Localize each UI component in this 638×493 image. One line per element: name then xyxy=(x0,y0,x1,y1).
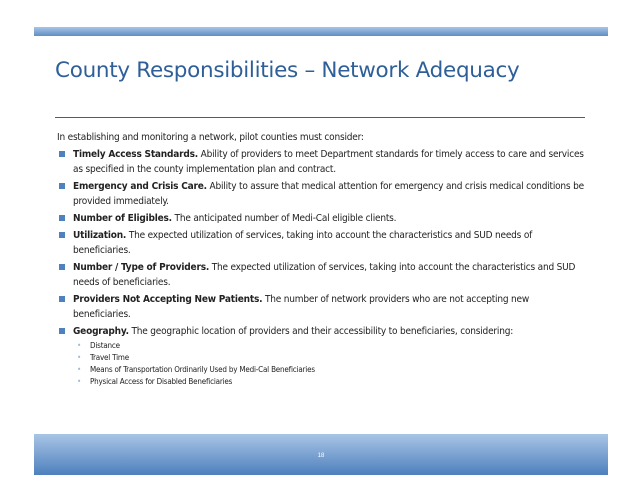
bullet-text: The expected utilization of services, taking into account the characteristics and SUD needs of beneficiaries. xyxy=(73,230,533,256)
sub-bullet-physical-access xyxy=(75,376,587,388)
bullet-text: Ability to assure that medical attention for emergency and crisis medical conditions be provided immediately. xyxy=(73,181,584,207)
square-bullet-icon xyxy=(59,215,65,221)
bullet-text: Ability of providers to meet Department standards for timely access to care and services as specified in the county implementation plan and contract. xyxy=(73,149,584,175)
square-bullet-icon xyxy=(59,183,65,189)
bullet-text: The number of network providers who are not accepting new beneficiaries. xyxy=(73,294,530,320)
bullet-item-emergency-care xyxy=(57,179,587,209)
sub-bullet-transportation xyxy=(75,364,587,376)
square-bullet-icon xyxy=(59,264,65,270)
sub-bullet-text: Distance xyxy=(90,341,120,350)
bullet-item-geography xyxy=(57,324,587,388)
sub-bullet-text: Travel Time xyxy=(90,353,129,362)
bullet-item-number-of-eligibles xyxy=(57,211,587,226)
bullet-text: The expected utilization of services, taking into account the characteristics and SUD needs of beneficiaries. xyxy=(73,262,576,288)
square-bullet-icon xyxy=(59,296,65,302)
footer-bar xyxy=(34,434,608,475)
bullet-item-number-type-providers xyxy=(57,260,587,290)
bullet-term: Geography. xyxy=(73,326,129,337)
dot-bullet-icon: • xyxy=(77,365,82,374)
sub-bullet-text: Means of Transportation Ordinarily Used by Medi-Cal Beneficiaries xyxy=(90,365,315,374)
bullet-term: Number / Type of Providers. xyxy=(73,262,210,273)
bullet-term: Utilization. xyxy=(73,230,127,241)
bullet-item-providers-not-accepting xyxy=(57,292,587,322)
bullet-term: Providers Not Accepting New Patients. xyxy=(73,294,263,305)
bullet-term: Emergency and Crisis Care. xyxy=(73,181,207,192)
page-number: 18 xyxy=(317,453,325,459)
bullet-text: The geographic location of providers and their accessibility to beneficiaries, considering: xyxy=(128,326,514,337)
square-bullet-icon xyxy=(59,232,65,238)
sub-bullet-distance xyxy=(75,340,587,352)
slide-body xyxy=(57,130,587,390)
bullet-item-timely-access xyxy=(57,147,587,177)
bullet-term: Number of Eligibles. xyxy=(73,213,172,224)
dot-bullet-icon: • xyxy=(77,341,82,350)
header-bar xyxy=(34,27,608,36)
square-bullet-icon xyxy=(59,328,65,334)
bullet-item-utilization xyxy=(57,228,587,258)
slide-title: County Responsibilities – Network Adequacy xyxy=(55,58,520,83)
bullet-term: Timely Access Standards. xyxy=(73,149,198,160)
sub-bullet-text: Physical Access for Disabled Beneficiaries xyxy=(90,377,233,386)
geography-sub-list xyxy=(75,340,587,388)
title-divider xyxy=(55,117,585,118)
bullet-text: The anticipated number of Medi-Cal eligible clients. xyxy=(171,213,397,224)
intro-text: In establishing and monitoring a network, pilot counties must consider: xyxy=(57,132,364,143)
bullet-list xyxy=(57,147,587,388)
dot-bullet-icon: • xyxy=(77,353,82,362)
square-bullet-icon xyxy=(59,151,65,157)
sub-bullet-travel-time xyxy=(75,352,587,364)
dot-bullet-icon: • xyxy=(77,377,82,386)
